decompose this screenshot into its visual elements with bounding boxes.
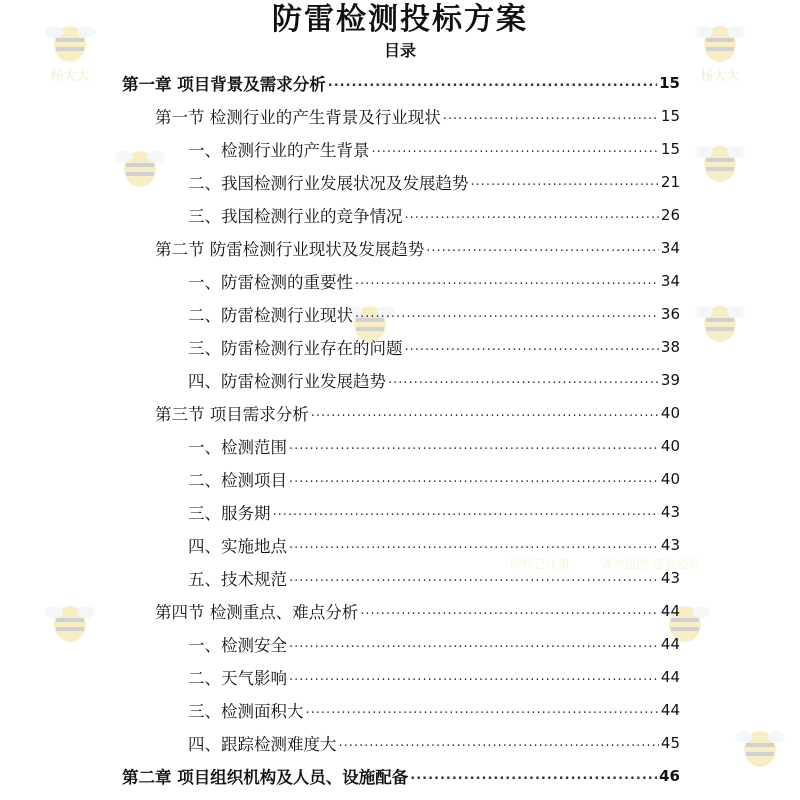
toc-entry-page: 34 <box>660 238 680 257</box>
toc-entry[interactable] <box>188 561 680 594</box>
toc-entry-label: 三、检测面积大 <box>188 701 304 721</box>
toc-leader-dots <box>355 264 659 297</box>
toc-entry-label: 二、我国检测行业发展状况及发展趋势 <box>188 173 469 193</box>
toc-entry[interactable] <box>155 99 680 132</box>
toc-entry[interactable] <box>188 429 680 462</box>
toc-entry-label: 第一节 检测行业的产生背景及行业现状 <box>155 107 441 127</box>
toc-entry-label: 三、服务期 <box>188 503 271 523</box>
toc-entry[interactable] <box>188 165 680 198</box>
toc-entry[interactable] <box>188 528 680 561</box>
toc-entry[interactable] <box>188 462 680 495</box>
toc-entry[interactable] <box>122 759 680 792</box>
toc-entry-page: 21 <box>660 172 680 191</box>
toc-leader-dots <box>426 231 659 264</box>
toc-leader-dots <box>311 396 659 429</box>
toc-entry[interactable] <box>188 297 680 330</box>
toc-entry-label: 第二章 项目组织机构及人员、设施配备 <box>122 767 409 787</box>
watermark-bee-icon <box>690 300 750 370</box>
toc-leader-dots <box>471 165 659 198</box>
document-title: 防雷检测投标方案 <box>272 2 528 37</box>
toc-entry[interactable] <box>188 660 680 693</box>
toc-leader-dots <box>289 528 659 561</box>
watermark-notice: 版权已注册 <box>510 557 571 571</box>
toc-entry-page: 39 <box>660 370 680 389</box>
toc-entry-page: 43 <box>660 535 680 554</box>
toc-entry-label: 五、技术规范 <box>188 569 287 589</box>
toc-entry-label: 四、防雷检测行业发展趋势 <box>188 371 386 391</box>
toc-leader-dots <box>405 330 659 363</box>
toc-entry-label: 一、检测行业的产生背景 <box>188 140 370 160</box>
toc-entry-page: 40 <box>660 436 680 455</box>
toc-entry-label: 第四节 检测重点、难点分析 <box>155 602 359 622</box>
toc-entry-page: 44 <box>660 667 680 686</box>
toc-entry-page: 43 <box>660 502 680 521</box>
toc-entry-page: 15 <box>659 73 680 92</box>
toc-entry-page: 15 <box>660 106 680 125</box>
toc-entry-page: 45 <box>660 733 680 752</box>
toc-leader-dots <box>355 297 659 330</box>
toc-entry[interactable] <box>188 627 680 660</box>
toc-entry-label: 一、检测范围 <box>188 437 287 457</box>
toc-leader-dots <box>306 693 659 726</box>
toc-entry[interactable] <box>122 66 680 99</box>
toc-entry[interactable] <box>188 363 680 396</box>
toc-leader-dots <box>405 198 659 231</box>
toc-entry-label: 四、跟踪检测难度大 <box>188 734 337 754</box>
toc-leader-dots <box>289 627 659 660</box>
toc-leader-dots <box>360 594 659 627</box>
toc-leader-dots <box>289 561 659 594</box>
toc-entry[interactable] <box>188 726 680 759</box>
watermark-bee-icon <box>730 725 790 795</box>
toc-entry[interactable] <box>188 330 680 363</box>
watermark-bee-icon <box>690 140 750 210</box>
toc-entry[interactable] <box>155 594 680 627</box>
toc-heading: 目录 <box>383 41 416 60</box>
toc-entry[interactable] <box>188 495 680 528</box>
toc-entry[interactable] <box>155 231 680 264</box>
toc-leader-dots <box>328 66 657 99</box>
toc-entry-page: 44 <box>660 634 680 653</box>
toc-entry-label: 二、防雷检测行业现状 <box>188 305 353 325</box>
toc-entry-label: 四、实施地点 <box>188 536 287 556</box>
toc-entry-label: 一、防雷检测的重要性 <box>188 272 353 292</box>
toc-leader-dots <box>289 429 659 462</box>
watermark-bee-icon <box>40 600 100 670</box>
toc-entry-label: 三、我国检测行业的竞争情况 <box>188 206 403 226</box>
toc-entry-page: 44 <box>660 601 680 620</box>
toc-entry-page: 44 <box>660 700 680 719</box>
toc-entry[interactable] <box>188 198 680 231</box>
toc-entry-page: 43 <box>660 568 680 587</box>
toc-entry-page: 46 <box>659 766 680 785</box>
toc-entry-label: 第三节 项目需求分析 <box>155 404 309 424</box>
toc-entry-label: 第二节 防雷检测行业现状及发展趋势 <box>155 239 425 259</box>
toc-leader-dots <box>388 363 659 396</box>
toc-leader-dots <box>289 462 659 495</box>
toc-entry[interactable] <box>188 693 680 726</box>
toc-entry-page: 15 <box>660 139 680 158</box>
toc-leader-dots <box>273 495 659 528</box>
toc-entry-label: 二、天气影响 <box>188 668 287 688</box>
toc-entry-page: 40 <box>660 469 680 488</box>
toc-entry[interactable] <box>188 264 680 297</box>
watermark-bee-icon <box>110 145 170 215</box>
toc-leader-dots <box>339 726 659 759</box>
toc-entry-label: 三、防雷检测行业存在的问题 <box>188 338 403 358</box>
toc-leader-dots <box>410 759 657 792</box>
toc-entry-page: 36 <box>660 304 680 323</box>
toc-entry-page: 34 <box>660 271 680 290</box>
toc-leader-dots <box>372 132 659 165</box>
toc-entry[interactable] <box>188 132 680 165</box>
toc-entry-page: 38 <box>660 337 680 356</box>
toc-entry[interactable] <box>155 396 680 429</box>
toc-entry-label: 第一章 项目背景及需求分析 <box>122 74 326 94</box>
svg-text:杨大大: 杨大大 <box>700 69 740 84</box>
toc-entry-page: 26 <box>660 205 680 224</box>
toc-entry-page: 40 <box>660 403 680 422</box>
toc-entry-label: 一、检测安全 <box>188 635 287 655</box>
watermark-notice: 请勿盗图 违者必究 <box>600 557 700 571</box>
toc-entry-label: 二、检测项目 <box>188 470 287 490</box>
toc-leader-dots <box>289 660 659 693</box>
toc-leader-dots <box>443 99 659 132</box>
svg-text:杨大大: 杨大大 <box>50 69 90 84</box>
